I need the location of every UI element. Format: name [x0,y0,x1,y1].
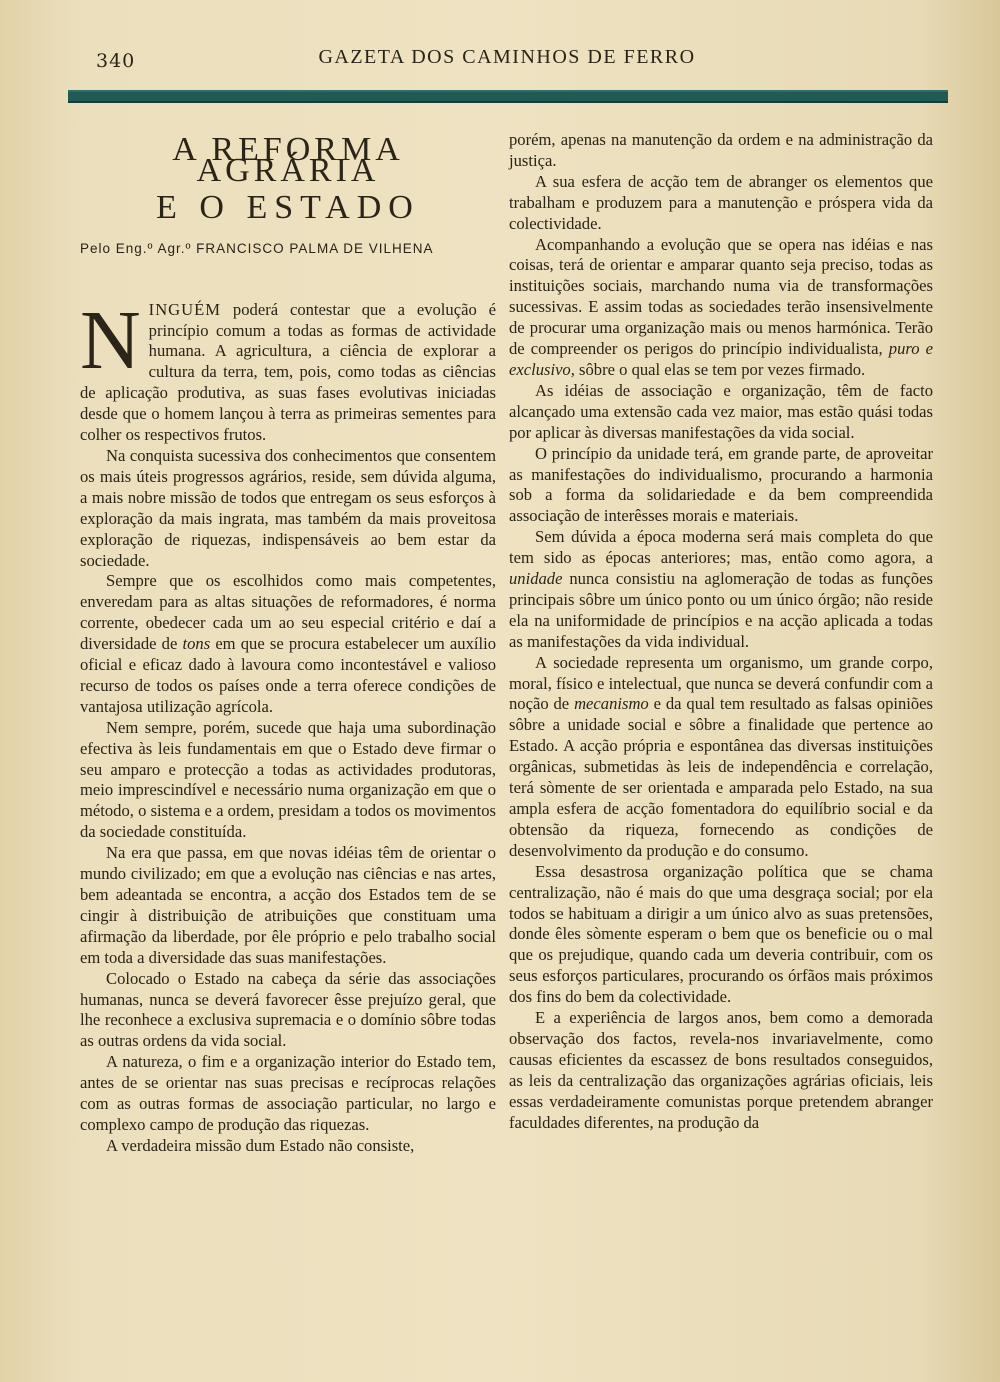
article-title-line2: E O ESTADO [156,188,420,226]
paragraph-8: A verdadeira missão dum Estado não consiste, [106,1135,415,1155]
paragraph-7: A natureza, o fim e a organização interior do Estado tem, antes de se orientar nas suas precisas e recíprocas relações com as outras formas de associação particular, no largo e complexo campo de produção das riquezas. [80,1052,496,1134]
right-paragraph-8: Essa desastrosa organização política que se chama centralização, não é mais do que uma desgraça social; por ela todos se habituam a dirigir a um único alvo as suas pretensões, donde êles sòmente esperam o bem que os beneficie ou o mal que os prejudique, quando cada um deveria contribuir, com os seus esforços particulares, procurando os órfãos mais próximos dos fins do bem da colectividade. [509,861,933,1007]
right-paragraph-3-emphasis: puro e exclusivo, [509,339,933,379]
byline: Pelo Eng.º Agr.º FRANCISCO PALMA DE VILHENA [80,240,434,256]
lead-word: INGUÉM [148,299,222,319]
right-paragraph-9: E a experiência de largos anos, bem como a demorada observação dos factos, revela-nos invariavelmente, como causas eficientes da escassez de bons resultados conseguidos, as leis da centralização das organizações agrárias oficiais, leis essas verdadeiramente comunistas porque pretendem abranger faculdades diferentes, na produção da [509,1008,933,1132]
right-paragraph-7-emphasis: mecanismo [574,694,649,714]
drop-cap: N [80,293,141,387]
right-paragraph-7-text-a: A sociedade representa um organismo, um grande corpo, moral, físico e intelectual, que nunca se deverá confundir com a noção de [509,652,933,714]
paragraph-4: Nem sempre, porém, sucede que haja uma subordinação efectiva às leis fundamentais em que o Estado deve firmar o seu amparo e protecção a todas as actividades produtoras, meio imprescindível e necessário numa organização em que o método, o sistema e a ordem, presidam a todos os movimentos da sociedade constituída. [80,717,496,842]
right-paragraph-1: porém, apenas na manutenção da ordem e na administração da justiça. [509,130,933,170]
left-column [80,130,496,1157]
paragraph-3-emphasis: tons [182,634,211,654]
right-paragraph-7 [509,653,933,862]
right-paragraph-6-emphasis: unidade [509,569,563,589]
paragraph-3-text-b: em que se procura estabelecer um auxílio oficial e eficaz dado à lavoura como incontestável e valioso recurso de todos os países onde a terra oferece condições de vantajosa utilização agrícola. [80,634,497,716]
header-rule [68,90,948,103]
right-paragraph-6 [509,527,933,652]
page-header [68,42,946,82]
journal-title: GAZETA DOS CAMINHOS DE FERRO [318,46,696,68]
right-paragraph-6-text-a: Sem dúvida a época moderna será mais completa do que tem sido as épocas anteriores; mas, então como agora, a [509,527,933,568]
right-paragraph-6-text-b: nunca consistiu na aglomeração de todas as funções principais sôbre um único ponto ou um único órgão; não reside ela na uniformidade de princípios e na acção aplicada a todas as manifestações da vida individual. [509,569,933,651]
page-number: 340 [96,50,136,72]
paragraph-6: Colocado o Estado na cabeça da série das associações humanas, nunca se deverá favorecer êsse prejuízo geral, que lhe reconhece a exclusiva supremacia e o domínio sôbre todas as outras ordens da vida social. [80,968,496,1051]
paragraph-3-text-a: Sempre que os escolhidos como mais competentes, enveredam para as altas situações de reformadores, é norma corrente, obedecer cada um ao seu especial critério e daí a diversidade de [80,571,496,654]
right-paragraph-5: O princípio da unidade terá, em grande parte, de aproveitar as manifestações do individualismo, procurando a harmonia sob a forma da solidariedade e da bem compreendida associação de interêsses morais e materiais. [509,443,933,526]
right-paragraph-4: As idéias de associação e organização, têm de facto alcançado uma extensão cada vez maior, mas estão quási todas por aplicar às diversas manifestações da vida social. [509,380,933,442]
paragraph-3 [80,571,496,717]
right-paragraph-7-text-b: e da qual tem resultado as falsas opiniões sôbre a unidade social e sôbre a finalidade que pertence ao Estado. A acção própria e espontânea das diversas instituições orgânicas, submetidas às leis de independência e correlação, terá sòmente de ser orientada e amparada pelo Estado, na sua ampla esfera de acção fomentadora do equilíbrio social e da obtensão da riqueza, fornecendo as condições de desenvolvimento da produção e do consumo. [509,694,933,860]
right-paragraph-3-text-a: Acompanhando a evolução que se opera nas idéias e nas coisas, terá de orientar e amparar quanto seja preciso, todas as instituições sociais, marchando numa via de transformações sucessivas. E assim todas as sociedades terão insensivelmente de procurar uma organização mais ou menos harmónica. Terão de compreender os perigos do princípio individualista, [509,234,933,359]
right-paragraph-3-text-b: sôbre o qual elas se tem por vezes firmado. [574,359,866,379]
paragraph-2: Na conquista sucessiva dos conhecimentos que consentem os mais úteis progressos agrários, reside, sem dúvida alguma, a mais nobre missão de todos que entregam os seus esforços à exploração da mais ingrata, mas também da mais proveitosa exploração de riquezas, indispensáveis ao bem estar da sociedade. [80,445,496,570]
paragraph-1 [80,293,496,446]
right-paragraph-2: A sua esfera de acção tem de abranger os elementos que trabalham e produzem para a manutenção e próspera vida da colectividade. [509,171,933,233]
right-paragraph-3 [509,235,933,381]
paragraph-1-text: poderá contestar que a evolução é princípio comum a todas as formas de actividade humana. A agricultura, a ciência de explorar a cultura da terra, tem, pois, como todas as ciências de aplicação produtiva, as suas fases evolutivas iniciadas desde que o homem lançou à terra as primeiras sementes para colher os respectivos frutos. [80,299,496,445]
paragraph-5: Na era que passa, em que novas idéias têm de orientar o mundo civilizado; em que a evolução nas ciências e nas artes, bem adeantada se encontra, a acção dos Estados tem de se cingir à distribuição de atribuições que constituam uma afirmação da liberdade, por êle próprio e pelo trabalho social em toda a diversidade das suas manifestações. [80,843,496,967]
right-column [509,130,933,1134]
article-title-line1: A REFORMA AGRÁRIA [172,131,404,189]
